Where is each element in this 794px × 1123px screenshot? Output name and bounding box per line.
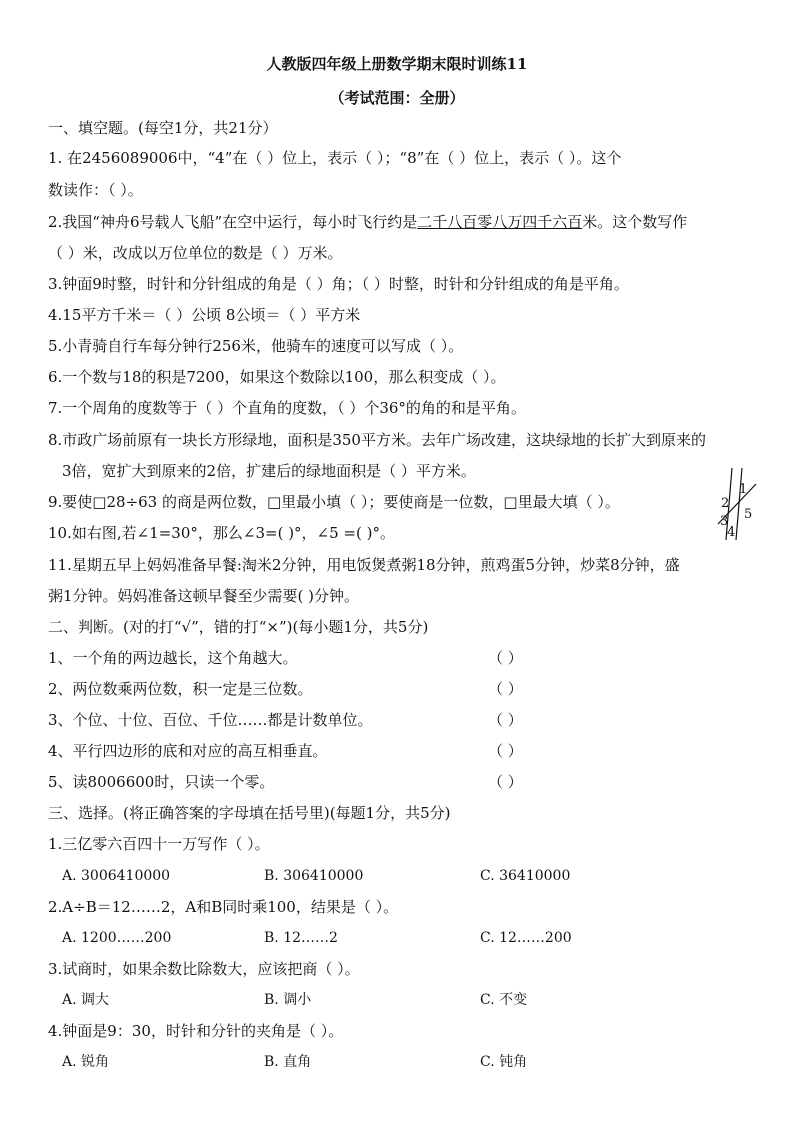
judge-item-2: 2、两位数乘两位数，积一定是三位数。: [48, 680, 313, 698]
question-9: 9.要使□28÷63 的商是两位数，□里最小填（ ）；要使商是一位数，□里最大填（ ）。: [48, 493, 620, 511]
choice-3-option-b[interactable]: B. 调小: [264, 992, 312, 1008]
question-2-underlined-number: 二千八百零八万四千六百: [417, 213, 583, 231]
choice-question-4: 4.钟面是9：30，时针和分针的夹角是（ ）。: [48, 1022, 344, 1040]
judge-item-1: 1、一个角的两边越长，这个角越大。: [48, 649, 298, 667]
judge-answer-5[interactable]: （ ）: [488, 773, 523, 791]
page-subtitle: （考试范围：全册）: [329, 89, 465, 107]
question-4: 4.15平方千米＝（ ）公顷 8公顷＝（ ）平方米: [48, 306, 361, 324]
question-2-line-2: （ ）米，改成以万位单位的数是（ ）万米。: [48, 244, 343, 262]
question-10: 10.如右图,若∠1=30°，那么∠3=( )°，∠5 =( )°。: [48, 524, 395, 542]
section2-heading: 二、判断。(对的打“√”，错的打“×”)(每小题1分，共5分): [48, 618, 429, 636]
choice-question-1: 1.三亿零六百四十一万写作（ ）。: [48, 835, 270, 853]
judge-item-5: 5、读8006600时，只读一个零。: [48, 773, 275, 791]
question-2-text-pre: 2.我国“神舟6号载人飞船”在空中运行，每小时飞行约是: [48, 213, 418, 231]
question-8-line-1: 8.市政广场前原有一块长方形绿地，面积是350平方米。去年广场改建，这块绿地的长扩大到原来的: [48, 431, 706, 449]
question-2-text-post: 米。这个数写作: [582, 213, 688, 231]
question-11-line-1: 11.星期五早上妈妈准备早餐:淘米2分钟，用电饭煲煮粥18分钟，煎鸡蛋5分钟，炒菜8分钟，盛: [48, 556, 680, 574]
judge-answer-1[interactable]: （ ）: [488, 649, 523, 667]
question-11-line-2: 粥1分钟。妈妈准备这顿早餐至少需要( )分钟。: [48, 587, 360, 605]
choice-2-option-b[interactable]: B. 12……2: [264, 930, 338, 946]
angle-figure: [706, 466, 772, 540]
choice-4-option-c[interactable]: C. 钝角: [480, 1054, 528, 1070]
question-7: 7.一个周角的度数等于（ ）个直角的度数，（ ）个36°的角的和是平角。: [48, 399, 526, 417]
figure-label-2: 2: [721, 496, 730, 511]
question-8-line-2: 3倍，宽扩大到原来的2倍，扩建后的绿地面积是（ ）平方米。: [62, 462, 476, 480]
figure-label-1: 1: [739, 482, 748, 497]
question-1-line-1: 1. 在2456089006中，“4”在（ ）位上，表示（ ）；“8”在（ ）位上，表示（ ）。这个: [48, 149, 622, 167]
figure-label-4: 4: [727, 525, 736, 540]
figure-label-3: 3: [720, 514, 729, 529]
choice-4-option-a[interactable]: A. 锐角: [62, 1054, 110, 1070]
judge-item-3: 3、个位、十位、百位、千位……都是计数单位。: [48, 711, 373, 729]
choice-3-option-c[interactable]: C. 不变: [480, 992, 528, 1008]
choice-3-option-a[interactable]: A. 调大: [62, 992, 110, 1008]
choice-4-option-b[interactable]: B. 直角: [264, 1054, 312, 1070]
choice-question-3: 3.试商时，如果余数比除数大，应该把商（ ）。: [48, 960, 360, 978]
figure-label-5: 5: [744, 507, 753, 522]
question-2-line-1: [48, 212, 687, 232]
section1-heading: 一、填空题。(每空1分，共21分）: [48, 119, 278, 137]
question-3: 3.钟面9时整，时针和分针组成的角是（ ）角；（ ）时整，时针和分针组成的角是平角。: [48, 275, 629, 293]
question-1-line-2: 数读作：（ ）。: [48, 181, 143, 199]
judge-answer-3[interactable]: （ ）: [488, 711, 523, 729]
choice-1-option-b[interactable]: B. 306410000: [264, 868, 364, 884]
judge-item-4: 4、平行四边形的底和对应的高互相垂直。: [48, 742, 328, 760]
choice-2-option-c[interactable]: C. 12……200: [480, 930, 572, 946]
choice-2-option-a[interactable]: A. 1200……200: [62, 930, 172, 946]
section3-heading: 三、选择。(将正确答案的字母填在括号里)(每题1分，共5分): [48, 804, 451, 822]
judge-answer-4[interactable]: （ ）: [488, 742, 523, 760]
choice-1-option-c[interactable]: C. 36410000: [480, 868, 571, 884]
question-5: 5.小青骑自行车每分钟行256米，他骑车的速度可以写成（ ）。: [48, 337, 464, 355]
choice-question-2: 2.A÷B＝12……2，A和B同时乘100，结果是（ ）。: [48, 898, 399, 916]
choice-1-option-a[interactable]: A. 3006410000: [62, 868, 171, 884]
page-title: 人教版四年级上册数学期末限时训练11: [266, 55, 528, 73]
judge-answer-2[interactable]: （ ）: [488, 680, 523, 698]
question-6: 6.一个数与18的积是7200，如果这个数除以100，那么积变成（ ）。: [48, 368, 506, 386]
